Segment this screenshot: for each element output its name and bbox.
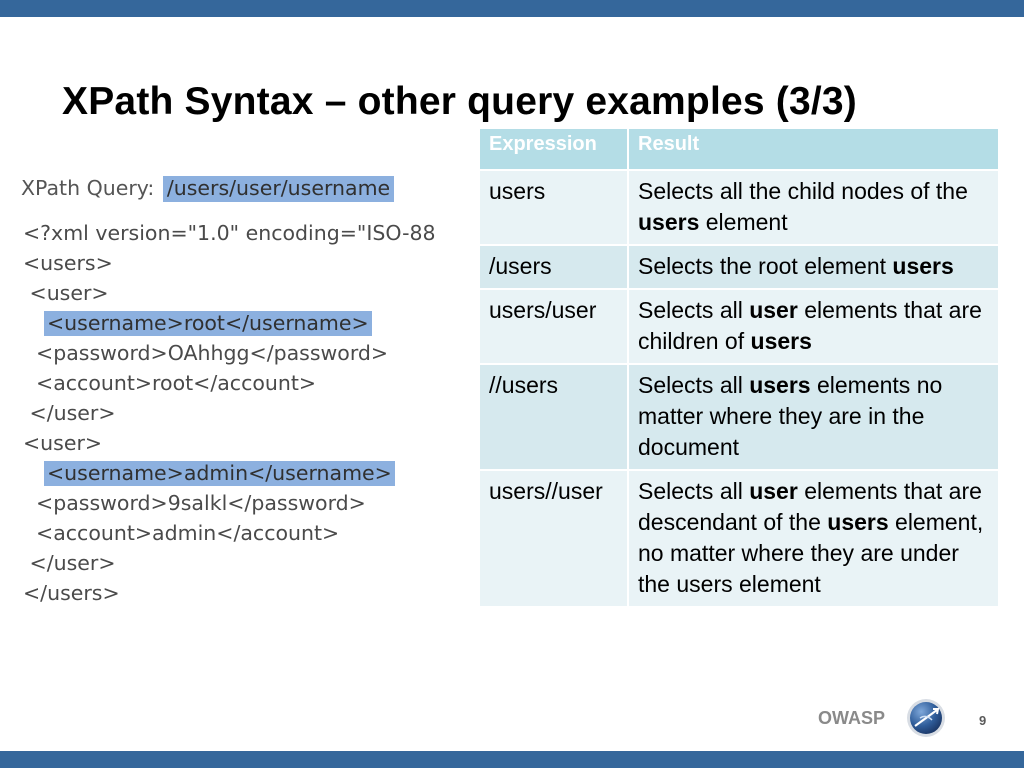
xml-line: <password>OAhhgg</password> — [23, 341, 389, 365]
xml-line: </user> — [23, 401, 116, 425]
result-text: Selects all — [638, 372, 750, 398]
result-text: Selects all the child nodes of the — [638, 178, 968, 204]
bottom-banner — [0, 751, 1024, 768]
xml-line: </users> — [23, 581, 120, 605]
result-keyword: user — [749, 297, 798, 323]
result-text: elements that are children of — [638, 297, 982, 354]
result-keyword: users — [749, 372, 811, 398]
header-result: Result — [628, 128, 999, 170]
result-cell — [628, 364, 999, 470]
xml-line: <user> — [23, 431, 103, 455]
xml-line: <?xml version="1.0" encoding="ISO-88 — [23, 221, 436, 245]
result-keyword: users — [827, 509, 889, 535]
xml-line: <username>admin</username> — [44, 461, 395, 486]
header-expression: Expression — [479, 128, 628, 170]
result-keyword: users — [750, 328, 812, 354]
expression-cell: //users — [479, 364, 628, 470]
xml-line: <account>root</account> — [23, 371, 317, 395]
xpath-query-value: /users/user/username — [163, 176, 394, 202]
expression-cell: /users — [479, 245, 628, 289]
table-row — [479, 364, 999, 470]
table-row — [479, 170, 999, 245]
xml-line: <password>9salkl</password> — [23, 491, 366, 515]
xml-line: </user> — [23, 551, 116, 575]
result-text: Selects all — [638, 297, 750, 323]
result-text: elements that are descendant of the — [638, 478, 982, 535]
result-keyword: users — [892, 253, 954, 279]
xml-line: <account>admin</account> — [23, 521, 340, 545]
top-banner — [0, 0, 1024, 17]
table-row — [479, 245, 999, 289]
table-row — [479, 470, 999, 607]
xpath-query-line — [21, 176, 394, 200]
table-row — [479, 289, 999, 364]
result-cell — [628, 470, 999, 607]
result-text: element, no matter where they are under the users element — [638, 509, 984, 597]
result-cell — [628, 289, 999, 364]
xpath-examples-table-wrap — [478, 127, 998, 608]
expression-cell: users/user — [479, 289, 628, 364]
result-cell — [628, 245, 999, 289]
xml-line: <user> — [23, 281, 109, 305]
xpath-query-label: XPath Query: — [21, 176, 155, 200]
table-header-row — [479, 128, 999, 170]
result-text: Selects all — [638, 478, 750, 504]
owasp-logo-icon — [906, 698, 946, 738]
expression-cell: users — [479, 170, 628, 245]
result-text: element — [699, 209, 788, 235]
slide-title: XPath Syntax – other query examples (3/3) — [62, 80, 857, 124]
xpath-examples-table — [478, 127, 1000, 608]
result-text: elements no matter where they are in the document — [638, 372, 943, 460]
owasp-logo-text: OWASP — [818, 708, 886, 728]
result-cell — [628, 170, 999, 245]
xml-screenshot — [17, 168, 478, 613]
result-keyword: user — [749, 478, 798, 504]
result-text: Selects the root element — [638, 253, 893, 279]
xml-line: <username>root</username> — [44, 311, 372, 336]
xml-line: <users> — [23, 251, 113, 275]
page-number: 9 — [979, 713, 987, 728]
expression-cell: users//user — [479, 470, 628, 607]
result-keyword: users — [638, 209, 700, 235]
